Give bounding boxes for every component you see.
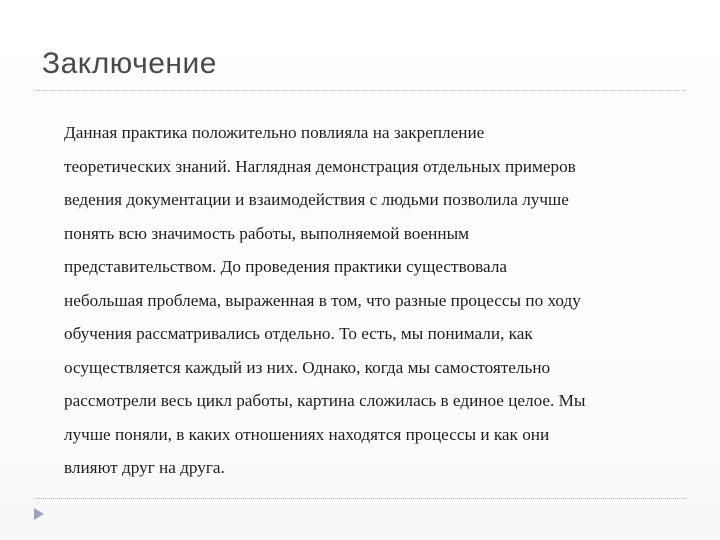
body-line: рассмотрели весь цикл работы, картина сложилась в единое целое. Мы: [64, 391, 586, 410]
body-line: Данная практика положительно повлияла на закрепление: [64, 123, 485, 142]
body-line: теоретических знаний. Наглядная демонстрация отдельных примеров: [64, 156, 576, 176]
slide-title: Заключение: [42, 47, 217, 80]
body-line: влияют друг на друга.: [64, 458, 225, 477]
body-line: ведения документации и взаимодействия с людьми позволила лучше: [64, 190, 569, 209]
body-line: осуществляется каждый из них. Однако, когда мы самостоятельно: [64, 357, 551, 377]
title-divider: [36, 90, 686, 91]
body-line: понять всю значимость работы, выполняемой военным: [64, 223, 470, 243]
body-line: небольшая проблема, выраженная в том, что разные процессы по ходу: [64, 290, 581, 310]
slide-body: [64, 116, 704, 485]
body-line: представительством. До проведения практики существовала: [64, 257, 508, 276]
body-line: лучше поняли, в каких отношениях находятся процессы и как они: [64, 424, 550, 444]
body-line: обучения рассматривались отдельно. То есть, мы понимали, как: [64, 324, 533, 343]
footer-divider: [36, 498, 686, 499]
play-arrow-icon[interactable]: [34, 508, 44, 520]
